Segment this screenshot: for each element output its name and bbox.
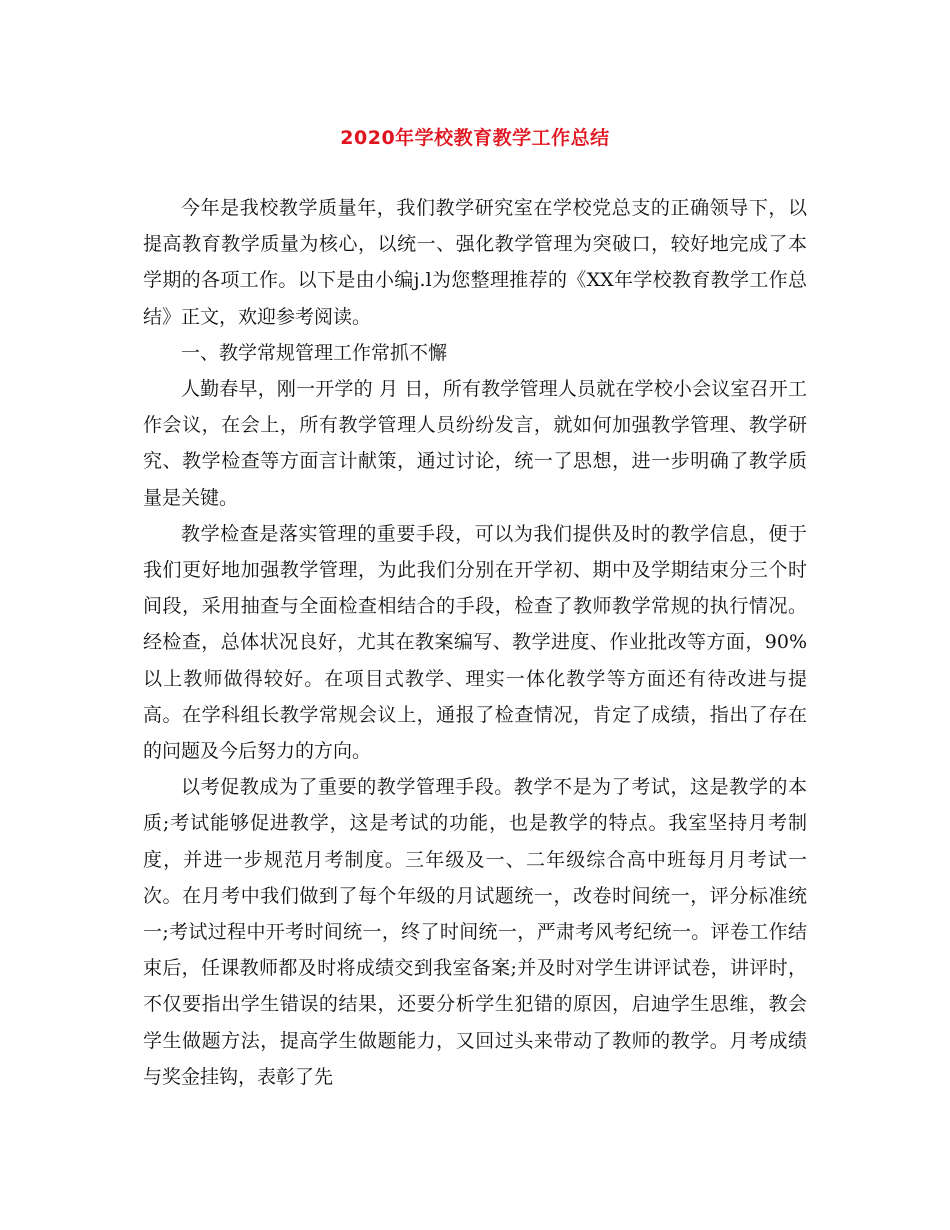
- paragraph-inspection: 教学检查是落实管理的重要手段，可以为我们提供及时的教学信息，便于我们更好地加强教学管理，为此我们分别在开学初、期中及学期结束分三个时间段，采用抽查与全面检查相结合的手段，检查了教师教学常规的执行情况。经检查，总体状况良好，尤其在教案编写、教学进度、作业批改等方面，90%以上教师做得较好。在项目式教学、理实一体化教学等方面还有待改进与提高。在学科组长教学常规会议上，通报了检查情况，肯定了成绩，指出了存在的问题及今后努力的方向。: [143, 522, 807, 763]
- document-body: [143, 190, 807, 1095]
- paragraph-intro: 今年是我校教学质量年，我们教学研究室在学校党总支的正确领导下，以提高教育教学质量为核心，以统一、强化教学管理为突破口，较好地完成了本学期的各项工作。以下是由小编j.l为您整理推荐的《XX年学校教育教学工作总结》正文，欢迎参考阅读。: [143, 197, 807, 328]
- paragraph-exams: 以考促教成为了重要的教学管理手段。教学不是为了考试，这是教学的本质;考试能够促进教学，这是考试的功能，也是教学的特点。我室坚持月考制度，并进一步规范月考制度。三年级及一、二年级综合高中班每月月考试一次。在月考中我们做到了每个年级的月试题统一，改卷时间统一，评分标准统一;考试过程中开考时间统一，终了时间统一，严肃考风考纪统一。评卷工作结束后，任课教师都及时将成绩交到我室备案;并及时对学生讲评试卷，讲评时，不仅要指出学生错误的结果，还要分析学生犯错的原因，启迪学生思维，教会学生做题方法，提高学生做题能力，又回过头来带动了教师的教学。月考成绩与奖金挂钩，表彰了先: [143, 776, 807, 1088]
- section-heading: 一、教学常规管理工作常抓不懈: [181, 341, 448, 364]
- document-title: 2020年学校教育教学工作总结: [340, 127, 610, 149]
- paragraph-meeting: 人勤春早，刚一开学的 月 日，所有教学管理人员就在学校小会议室召开工作会议，在会上，所有教学管理人员纷纷发言，就如何加强教学管理、教学研究、教学检查等方面言计献策，通过讨论，统一了思想，进一步明确了教学质量是关键。: [143, 378, 807, 509]
